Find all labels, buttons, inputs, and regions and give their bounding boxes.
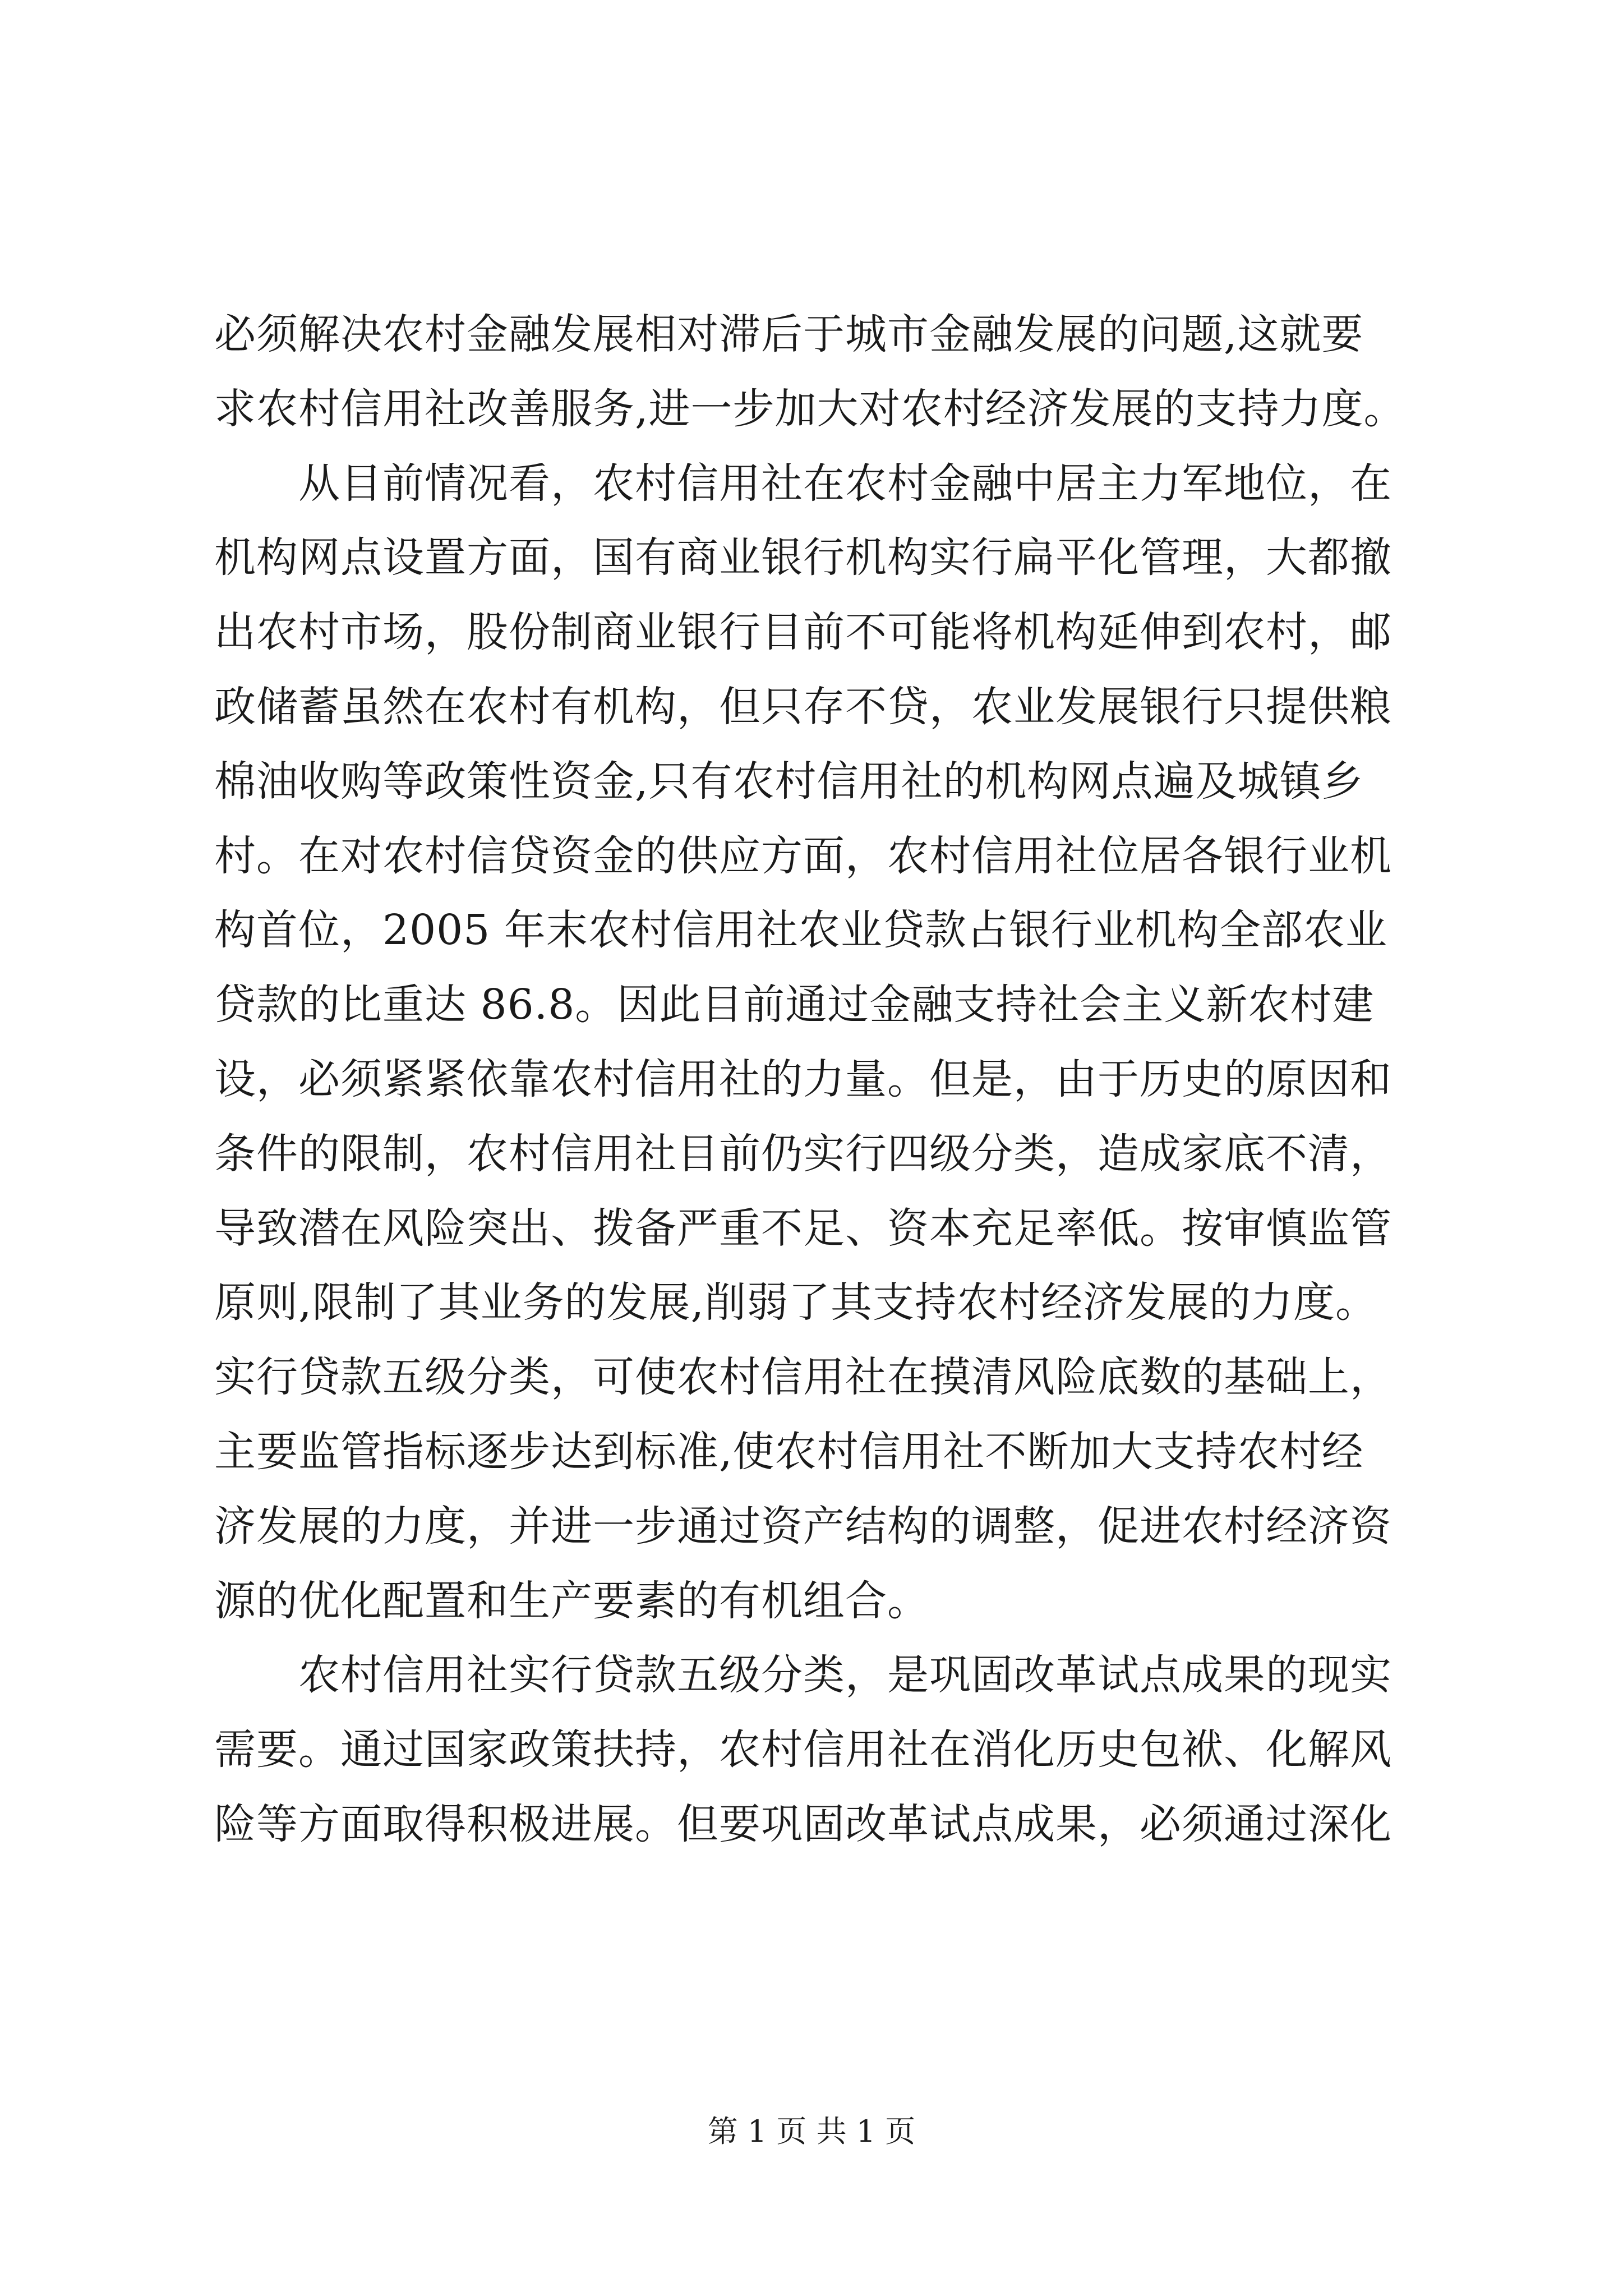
text-line: 机构网点设置方面，国有商业银行机构实行扁平化管理，大都撤 bbox=[214, 533, 1392, 582]
text-line: 从目前情况看，农村信用社在农村金融中居主力军地位，在 bbox=[214, 459, 1392, 508]
text-line: 出农村市场，股份制商业银行目前不可能将机构延伸到农村，邮 bbox=[214, 608, 1392, 657]
text-line: 济发展的力度，并进一步通过资产结构的调整，促进农村经济资 bbox=[214, 1502, 1392, 1550]
text-line: 农村信用社实行贷款五级分类，是巩固改革试点成果的现实 bbox=[214, 1651, 1392, 1700]
text-line: 源的优化配置和生产要素的有机组合。 bbox=[214, 1576, 929, 1625]
text-line: 险等方面取得积极进展。但要巩固改革试点成果，必须通过深化 bbox=[214, 1800, 1392, 1848]
text-line: 必须解决农村金融发展相对滞后于城市金融发展的问题,这就要 bbox=[214, 310, 1364, 358]
page-number-label: 第 1 页 共 1 页 bbox=[707, 2114, 916, 2149]
text-line: 棉油收购等政策性资金,只有农村信用社的机构网点遍及城镇乡 bbox=[214, 757, 1364, 806]
page-footer bbox=[0, 2109, 1623, 2154]
text-line: 导致潜在风险突出、拨备严重不足、资本充足率低。按审慎监管 bbox=[214, 1204, 1392, 1253]
body-text bbox=[214, 297, 1437, 1862]
text-line: 主要监管指标逐步达到标准,使农村信用社不断加大支持农村经 bbox=[214, 1427, 1364, 1476]
text-line: 政储蓄虽然在农村有机构，但只存不贷，农业发展银行只提供粮 bbox=[214, 682, 1392, 731]
text-line: 实行贷款五级分类，可使农村信用社在摸清风险底数的基础上， bbox=[214, 1353, 1392, 1402]
text-line: 求农村信用社改善服务,进一步加大对农村经济发展的支持力度。 bbox=[214, 384, 1406, 433]
text-line: 需要。通过国家政策扶持，农村信用社在消化历史包袱、化解风 bbox=[214, 1726, 1392, 1774]
text-line: 构首位，2005 年末农村信用社农业贷款占银行业机构全部农业 bbox=[214, 906, 1387, 955]
text-line: 贷款的比重达 86.8。因此目前通过金融支持社会主义新农村建 bbox=[214, 981, 1375, 1029]
text-line: 原则,限制了其业务的发展,削弱了其支持农村经济发展的力度。 bbox=[214, 1278, 1378, 1327]
text-line: 设，必须紧紧依靠农村信用社的力量。但是，由于历史的原因和 bbox=[214, 1055, 1392, 1103]
text-line: 条件的限制，农村信用社目前仍实行四级分类，造成家底不清， bbox=[214, 1129, 1392, 1178]
text-line: 村。在对农村信贷资金的供应方面，农村信用社位居各银行业机 bbox=[214, 831, 1392, 880]
